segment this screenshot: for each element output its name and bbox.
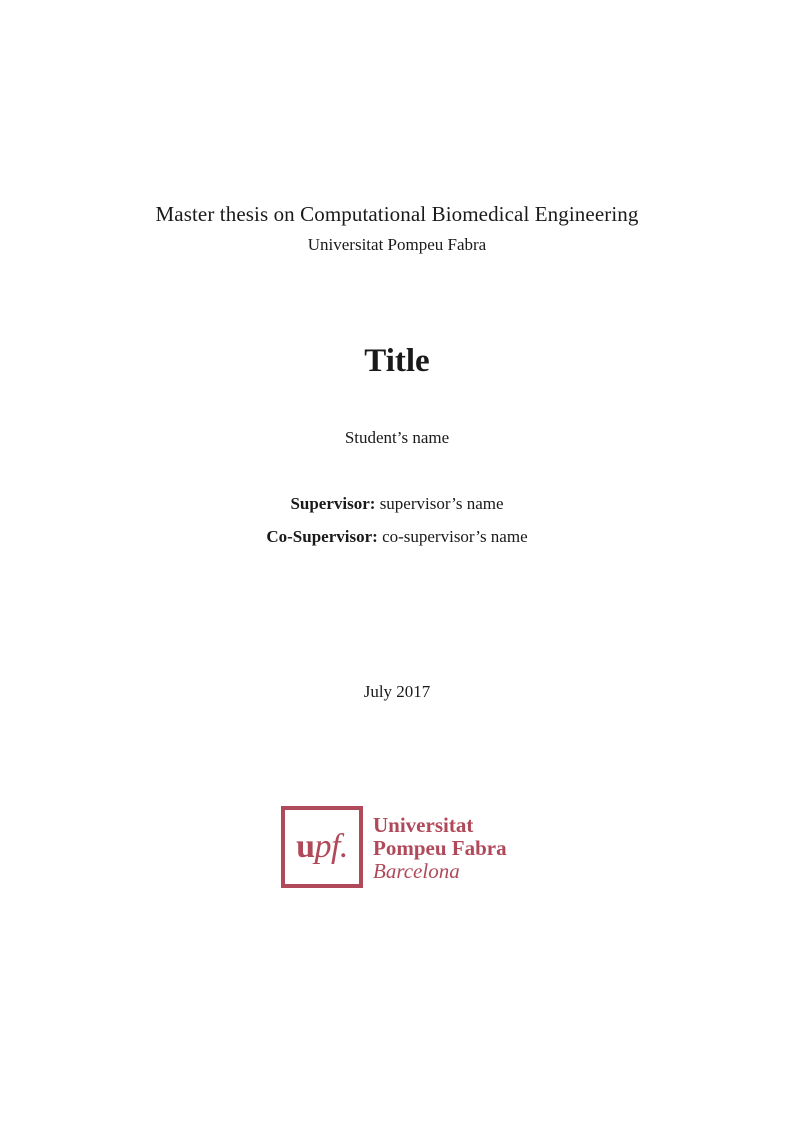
thesis-title: Title xyxy=(364,343,430,379)
upf-logo xyxy=(281,806,521,888)
upf-logo-wordmark xyxy=(373,814,507,883)
university-name: Universitat Pompeu Fabra xyxy=(307,235,487,254)
supervisor-label: Supervisor: xyxy=(290,494,376,513)
upf-logo-mark-text xyxy=(296,830,348,864)
supervisor-line xyxy=(0,492,794,516)
cosupervisor-line xyxy=(0,525,794,549)
submission-date: July 2017 xyxy=(363,682,431,701)
upf-logo-mark-prefix: u xyxy=(296,828,315,865)
program-name: Master thesis on Computational Biomedical Engineering xyxy=(155,202,639,226)
upf-logo-line-3: Barcelona xyxy=(373,859,460,883)
upf-logo-line-2: Pompeu Fabra xyxy=(373,836,507,860)
upf-logo-mark xyxy=(281,806,363,888)
upf-logo-line-1: Universitat xyxy=(373,813,474,837)
cosupervisor-label: Co-Supervisor: xyxy=(266,527,378,546)
upf-logo-mark-suffix: pf. xyxy=(314,828,348,865)
supervisor-name: supervisor’s name xyxy=(379,494,504,513)
cosupervisor-name: co-supervisor’s name xyxy=(382,527,528,546)
student-name: Student’s name xyxy=(344,428,450,447)
